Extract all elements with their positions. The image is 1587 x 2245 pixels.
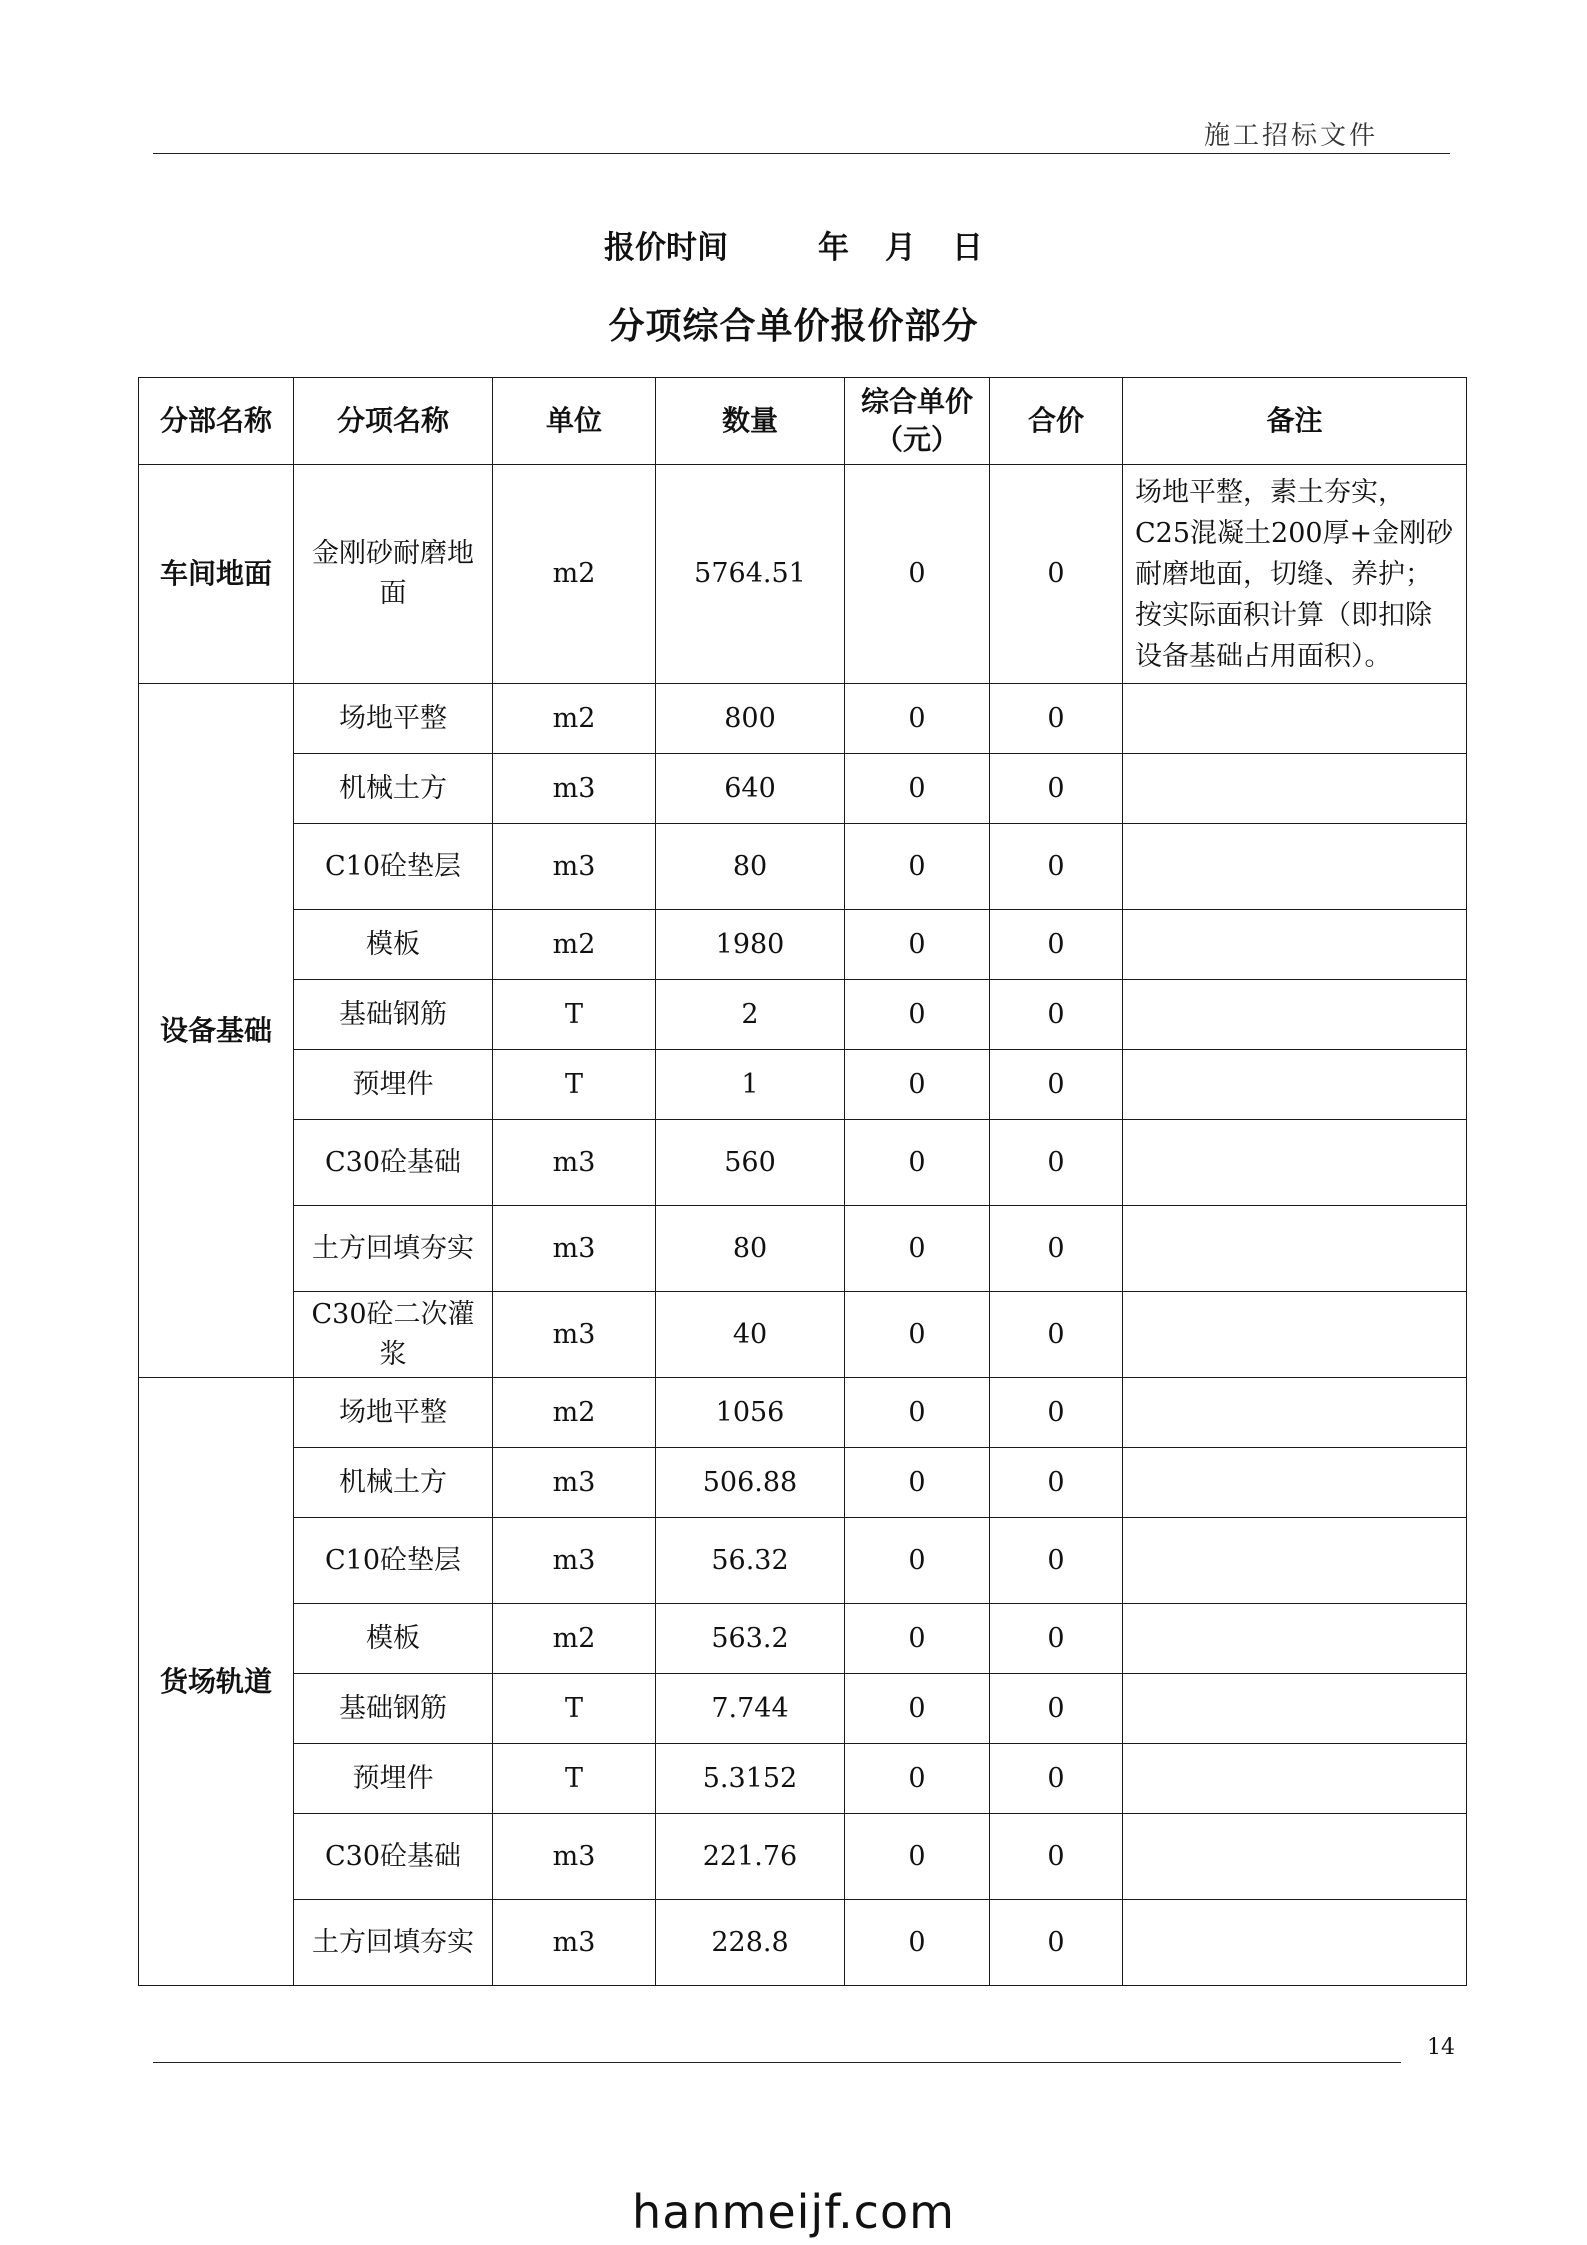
unit-cell: m2 [493, 1604, 656, 1674]
item-cell: C10砼垫层 [294, 1518, 493, 1604]
section-name-cell: 设备基础 [139, 684, 294, 1378]
col-header-remark: 备注 [1123, 378, 1467, 465]
qty-cell: 7.744 [656, 1674, 845, 1744]
remark-cell [1123, 1518, 1467, 1604]
col-header-unit-price: 综合单价（元） [845, 378, 990, 465]
unit-price-cell: 0 [845, 1206, 990, 1292]
remark-cell [1123, 1292, 1467, 1378]
unit-cell: m2 [493, 684, 656, 754]
remark-cell: 场地平整，素土夯实，C25混凝土200厚+金刚砂耐磨地面，切缝、养护；按实际面积计算（即扣除设备基础占用面积）。 [1123, 465, 1467, 684]
col-header-section: 分部名称 [139, 378, 294, 465]
total-cell: 0 [990, 1900, 1123, 1986]
qty-cell: 563.2 [656, 1604, 845, 1674]
unit-cell: m2 [493, 910, 656, 980]
total-cell: 0 [990, 1604, 1123, 1674]
table-row [139, 1674, 1467, 1744]
item-cell: 预埋件 [294, 1744, 493, 1814]
unit-price-cell: 0 [845, 1120, 990, 1206]
total-cell: 0 [990, 754, 1123, 824]
col-header-qty: 数量 [656, 378, 845, 465]
item-cell: 基础钢筋 [294, 1674, 493, 1744]
qty-cell: 1 [656, 1050, 845, 1120]
item-cell: C30砼基础 [294, 1120, 493, 1206]
unit-cell: T [493, 1674, 656, 1744]
table-row [139, 1900, 1467, 1986]
item-cell: C10砼垫层 [294, 824, 493, 910]
total-cell: 0 [990, 824, 1123, 910]
item-cell: 机械土方 [294, 1448, 493, 1518]
total-cell: 0 [990, 1120, 1123, 1206]
total-cell: 0 [990, 1448, 1123, 1518]
unit-price-cell: 0 [845, 1292, 990, 1378]
unit-cell: m3 [493, 1292, 656, 1378]
unit-price-cell: 0 [845, 980, 990, 1050]
page-number: 14 [1427, 2035, 1455, 2060]
quote-date-line [0, 222, 1587, 267]
qty-cell: 221.76 [656, 1814, 845, 1900]
qty-cell: 80 [656, 1206, 845, 1292]
unit-cell: m3 [493, 1900, 656, 1986]
table-header-row [139, 378, 1467, 465]
total-cell: 0 [990, 1674, 1123, 1744]
unit-cell: m2 [493, 1378, 656, 1448]
table-row [139, 910, 1467, 980]
unit-price-cell: 0 [845, 1814, 990, 1900]
unit-cell: m3 [493, 1518, 656, 1604]
remark-cell [1123, 824, 1467, 910]
month-label: 月 [885, 230, 916, 266]
unit-price-cell: 0 [845, 1744, 990, 1814]
item-cell: 基础钢筋 [294, 980, 493, 1050]
remark-cell [1123, 1900, 1467, 1986]
unit-cell: m3 [493, 1120, 656, 1206]
qty-cell: 5764.51 [656, 465, 845, 684]
col-header-item: 分项名称 [294, 378, 493, 465]
total-cell: 0 [990, 1814, 1123, 1900]
table-row [139, 1050, 1467, 1120]
remark-cell [1123, 1604, 1467, 1674]
total-cell: 0 [990, 465, 1123, 684]
unit-cell: m3 [493, 1814, 656, 1900]
unit-price-cell: 0 [845, 1378, 990, 1448]
unit-price-cell: 0 [845, 465, 990, 684]
document-header-label: 施工招标文件 [1203, 121, 1378, 151]
remark-cell [1123, 1050, 1467, 1120]
unit-price-cell: 0 [845, 1900, 990, 1986]
unit-price-cell: 0 [845, 754, 990, 824]
qty-cell: 640 [656, 754, 845, 824]
remark-cell [1123, 910, 1467, 980]
header-rule [153, 153, 1450, 154]
col-header-total: 合价 [990, 378, 1123, 465]
table-row [139, 465, 1467, 684]
total-cell: 0 [990, 980, 1123, 1050]
remark-cell [1123, 1448, 1467, 1518]
table-row [139, 1604, 1467, 1674]
qty-cell: 560 [656, 1120, 845, 1206]
qty-cell: 80 [656, 824, 845, 910]
unit-cell: T [493, 1050, 656, 1120]
total-cell: 0 [990, 1206, 1123, 1292]
item-cell: C30砼基础 [294, 1814, 493, 1900]
unit-cell: m3 [493, 754, 656, 824]
qty-cell: 5.3152 [656, 1744, 845, 1814]
unit-price-cell: 0 [845, 910, 990, 980]
remark-cell [1123, 1378, 1467, 1448]
total-cell: 0 [990, 1292, 1123, 1378]
remark-cell [1123, 1814, 1467, 1900]
item-cell: 金刚砂耐磨地面 [294, 465, 493, 684]
item-cell: 场地平整 [294, 1378, 493, 1448]
section-name-cell: 车间地面 [139, 465, 294, 684]
unit-price-cell: 0 [845, 1518, 990, 1604]
unit-price-cell: 0 [845, 1674, 990, 1744]
item-cell: 土方回填夯实 [294, 1900, 493, 1986]
table-row [139, 1814, 1467, 1900]
total-cell: 0 [990, 1744, 1123, 1814]
qty-cell: 506.88 [656, 1448, 845, 1518]
site-watermark: hanmeijf.com [632, 2185, 955, 2239]
year-label: 年 [818, 230, 849, 266]
unit-price-cell: 0 [845, 1448, 990, 1518]
table-row [139, 1744, 1467, 1814]
total-cell: 0 [990, 1378, 1123, 1448]
unit-cell: m3 [493, 1206, 656, 1292]
qty-cell: 1056 [656, 1378, 845, 1448]
unit-price-cell: 0 [845, 824, 990, 910]
unit-cell: T [493, 980, 656, 1050]
qty-cell: 1980 [656, 910, 845, 980]
price-table [138, 377, 1467, 1986]
unit-price-cell: 0 [845, 684, 990, 754]
remark-cell [1123, 754, 1467, 824]
unit-cell: T [493, 1744, 656, 1814]
col-header-unit: 单位 [493, 378, 656, 465]
remark-cell [1123, 1744, 1467, 1814]
qty-cell: 228.8 [656, 1900, 845, 1986]
footer-rule [153, 2062, 1401, 2063]
section-name-cell: 货场轨道 [139, 1378, 294, 1986]
table-row [139, 1448, 1467, 1518]
total-cell: 0 [990, 1518, 1123, 1604]
table-row [139, 1292, 1467, 1378]
qty-cell: 40 [656, 1292, 845, 1378]
table-row [139, 1518, 1467, 1604]
unit-cell: m3 [493, 824, 656, 910]
table-row [139, 1378, 1467, 1448]
item-cell: 场地平整 [294, 684, 493, 754]
table-row [139, 824, 1467, 910]
item-cell: 预埋件 [294, 1050, 493, 1120]
table-row [139, 754, 1467, 824]
table-row [139, 1120, 1467, 1206]
day-label: 日 [952, 230, 983, 266]
unit-price-cell: 0 [845, 1604, 990, 1674]
remark-cell [1123, 684, 1467, 754]
item-cell: C30砼二次灌浆 [294, 1292, 493, 1378]
table-row [139, 1206, 1467, 1292]
quote-date-label: 报价时间 [604, 230, 728, 266]
item-cell: 模板 [294, 1604, 493, 1674]
item-cell: 机械土方 [294, 754, 493, 824]
unit-price-cell: 0 [845, 1050, 990, 1120]
unit-cell: m2 [493, 465, 656, 684]
unit-cell: m3 [493, 1448, 656, 1518]
remark-cell [1123, 1206, 1467, 1292]
remark-cell [1123, 1120, 1467, 1206]
qty-cell: 56.32 [656, 1518, 845, 1604]
qty-cell: 2 [656, 980, 845, 1050]
qty-cell: 800 [656, 684, 845, 754]
remark-cell [1123, 1674, 1467, 1744]
total-cell: 0 [990, 684, 1123, 754]
page-title: 分项综合单价报价部分 [608, 306, 979, 347]
remark-cell [1123, 980, 1467, 1050]
total-cell: 0 [990, 1050, 1123, 1120]
table-row [139, 980, 1467, 1050]
item-cell: 土方回填夯实 [294, 1206, 493, 1292]
total-cell: 0 [990, 910, 1123, 980]
item-cell: 模板 [294, 910, 493, 980]
table-row [139, 684, 1467, 754]
